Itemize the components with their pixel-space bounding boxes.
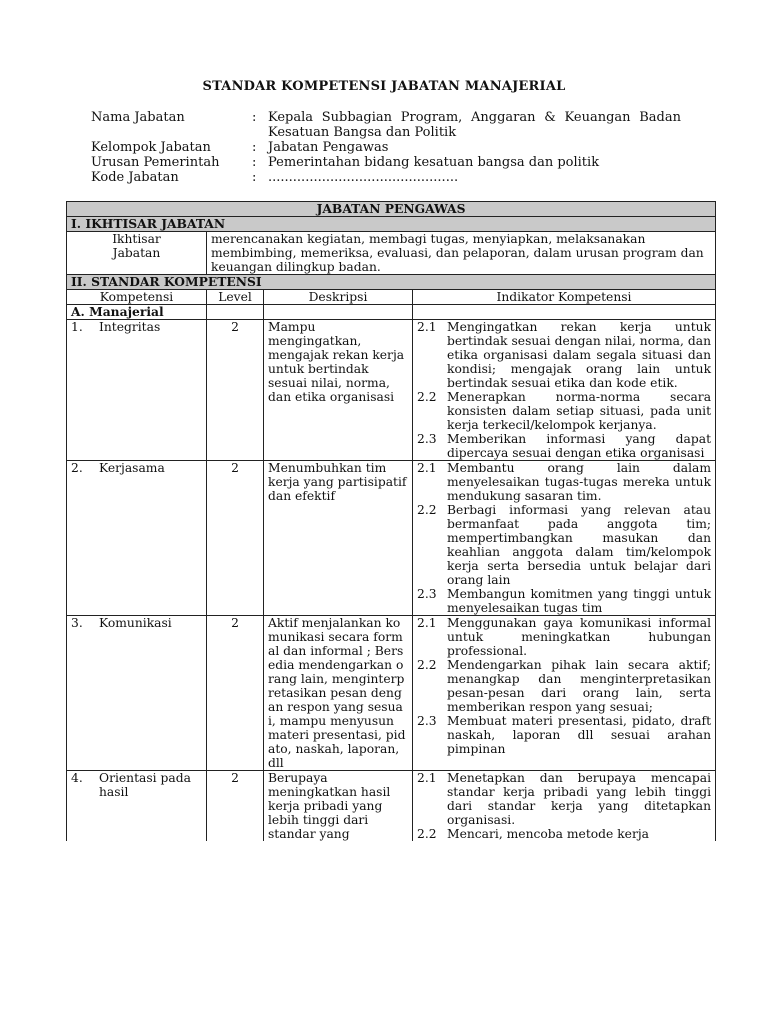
section-heading: I. IKHTISAR JABATAN [67, 217, 716, 232]
level-value: 2 [207, 616, 264, 771]
indicator-number: 2.1 [417, 616, 437, 630]
ikhtisar-text: merencanakan kegiatan, membagi tugas, menyiapkan, melaksanakan membimbing, memeriksa, evaluasi, dan pelaporan, dalam urusan program dan keuangan dilingkup badan. [207, 232, 716, 275]
info-label: Kelompok Jabatan [91, 140, 211, 155]
deskripsi-text: Menumbuhkan tim kerja yang partisipatif dan efektif [264, 461, 413, 616]
info-label: Nama Jabatan [91, 110, 185, 125]
indicator-item [417, 771, 711, 827]
info-row-urusan-pemerintah [91, 155, 681, 170]
info-value: .............................................. [268, 170, 459, 185]
info-colon: : [252, 140, 257, 155]
indicator-number: 2.3 [417, 432, 437, 446]
job-info [91, 110, 681, 185]
level-value: 2 [207, 771, 264, 842]
info-colon: : [252, 110, 257, 125]
row-number: 3. [71, 616, 83, 630]
table-row [67, 771, 716, 842]
indicator-text: Mencari, mencoba metode kerja [447, 827, 649, 841]
table-row [67, 320, 716, 461]
indicator-item [417, 616, 711, 658]
indicator-text: Berbagi informasi yang relevan atau bermanfaat pada anggota tim; mempertimbangkan masukan dan keahlian anggota dalam tim/kelompok kerja serta bersedia untuk belajar dari orang lain [447, 503, 712, 587]
info-label: Kode Jabatan [91, 170, 179, 185]
info-value: Kepala Subbagian Program, Anggaran & Keuangan Badan Kesatuan Bangsa dan Politik [268, 110, 681, 140]
column-header: Deskripsi [264, 290, 413, 305]
level-value: 2 [207, 320, 264, 461]
indicator-number: 2.2 [417, 390, 437, 404]
indicator-item [417, 658, 711, 714]
indicator-number: 2.1 [417, 461, 437, 475]
table-row [67, 616, 716, 771]
row-number: 1. [71, 320, 83, 334]
indicator-item [417, 503, 711, 587]
indicator-text: Membuat materi presentasi, pidato, draft naskah, laporan dll sesuai arahan pimpinan [447, 714, 712, 756]
indicator-item [417, 390, 711, 432]
deskripsi-text: Berupaya meningkatkan hasil kerja pribadi yang lebih tinggi dari standar yang [264, 771, 413, 842]
deskripsi-text: Mampu mengingatkan, mengajak rekan kerja untuk bertindak sesuai nilai, norma, dan etika organisasi [264, 320, 413, 461]
section-heading: II. STANDAR KOMPETENSI [67, 275, 716, 290]
info-colon: : [252, 170, 257, 185]
indicator-number: 2.2 [417, 827, 437, 841]
kompetensi-name: Kerjasama [99, 461, 165, 475]
indicator-text: Menggunakan gaya komunikasi informal untuk meningkatkan hubungan professional. [447, 616, 712, 658]
info-row-kode-jabatan [91, 170, 681, 185]
subsection-heading: A. Manajerial [67, 305, 207, 320]
indicator-text: Membantu orang lain dalam menyelesaikan tugas-tugas mereka untuk mendukung sasaran tim. [447, 461, 712, 503]
indicator-number: 2.2 [417, 658, 437, 672]
row-number: 4. [71, 771, 83, 785]
indicator-text: Membangun komitmen yang tinggi untuk menyelesaikan tugas tim [447, 587, 712, 615]
indicator-number: 2.1 [417, 320, 437, 334]
indicator-number: 2.1 [417, 771, 437, 785]
kompetensi-name: Komunikasi [99, 616, 172, 630]
competency-table [66, 201, 716, 841]
indicator-text: Memberikan informasi yang dapat dipercaya sesuai dengan etika organisasi [447, 432, 712, 460]
indicator-text: Menerapkan norma-norma secara konsisten dalam setiap situasi, pada unit kerja terkecil/kelompok kerjanya. [447, 390, 712, 432]
column-header: Indikator Kompetensi [413, 290, 716, 305]
deskripsi-text: Aktif menjalankan komunikasi secara formal dan informal ; Bersedia mendengarkan orang lain, menginterpretasikan pesan dengan respon yang sesuai, mampu menyusun materi presentasi, pidato, naskah, laporan, dll [264, 616, 413, 771]
table-header: JABATAN PENGAWAS [67, 202, 716, 217]
table-row [67, 461, 716, 616]
info-value: Pemerintahan bidang kesatuan bangsa dan politik [268, 155, 600, 170]
indicator-item [417, 827, 711, 841]
indicator-item [417, 432, 711, 460]
column-header: Level [207, 290, 264, 305]
document-title: STANDAR KOMPETENSI JABATAN MANAJERIAL [202, 79, 566, 94]
row-number: 2. [71, 461, 83, 475]
indicator-item [417, 320, 711, 390]
indicator-number: 2.2 [417, 503, 437, 517]
level-value: 2 [207, 461, 264, 616]
indicator-text: Menetapkan dan berupaya mencapai standar kerja pribadi yang lebih tinggi dari standar kerja yang ditetapkan organisasi. [447, 771, 712, 827]
ikhtisar-label: Ikhtisar Jabatan [67, 232, 207, 275]
info-value: Jabatan Pengawas [268, 140, 389, 155]
kompetensi-name: Orientasi pada hasil [99, 771, 191, 799]
indicator-item [417, 461, 711, 503]
info-colon: : [252, 155, 257, 170]
info-label: Urusan Pemerintah [91, 155, 220, 170]
column-header: Kompetensi [67, 290, 207, 305]
indicator-text: Mengingatkan rekan kerja untuk bertindak sesuai dengan nilai, norma, dan etika organisasi dalam segala situasi dan kondisi; mengajak orang lain untuk bertindak sesuai etika dan kode etik. [447, 320, 712, 390]
indicator-item [417, 587, 711, 615]
indicator-item [417, 714, 711, 756]
indicator-text: Mendengarkan pihak lain secara aktif; menangkap dan menginterpretasikan pesan-pesan dari orang lain, serta memberikan respon yang sesuai; [447, 658, 712, 714]
indicator-number: 2.3 [417, 587, 437, 601]
info-row-kelompok-jabatan [91, 140, 681, 155]
info-row-nama-jabatan [91, 110, 681, 140]
indicator-number: 2.3 [417, 714, 437, 728]
kompetensi-name: Integritas [99, 320, 161, 334]
